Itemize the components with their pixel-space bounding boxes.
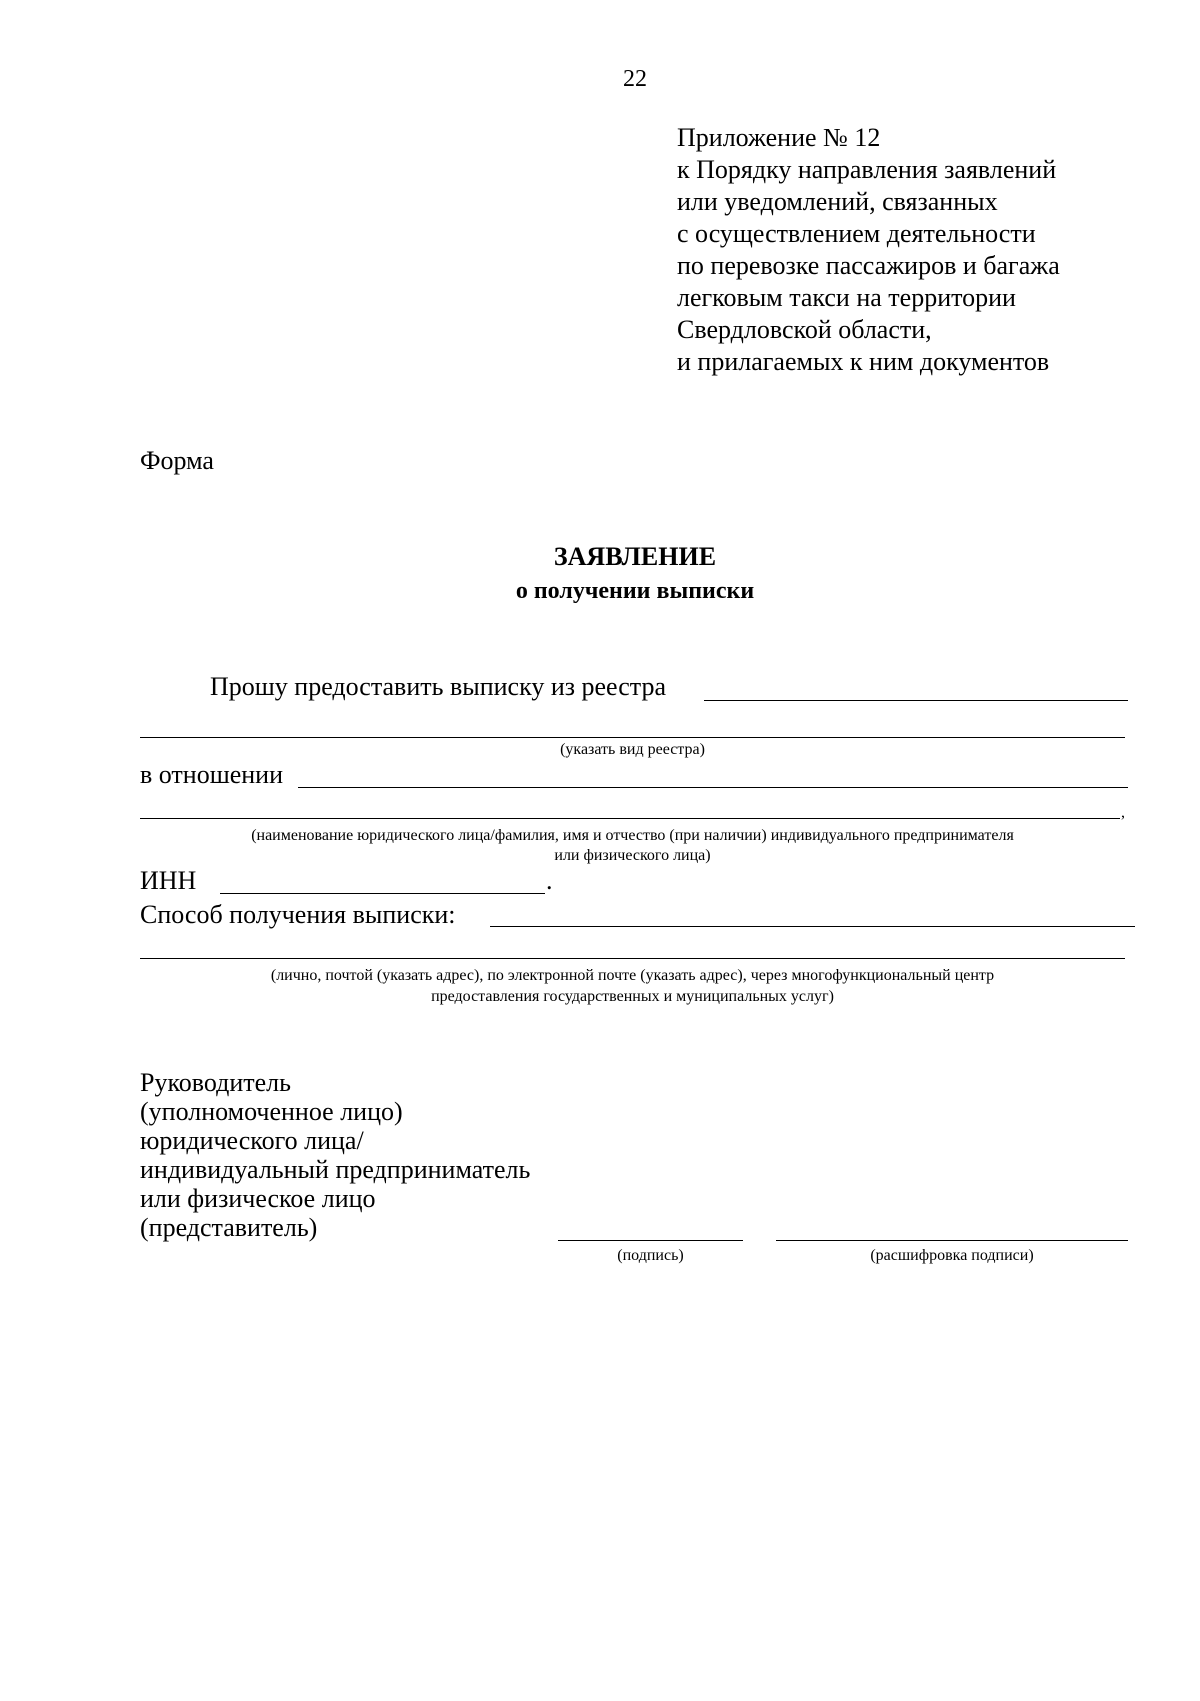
- registry-field[interactable]: [704, 700, 1128, 701]
- document-title: ЗАЯВЛЕНИЕ: [553, 542, 717, 571]
- regarding-field-continuation[interactable]: [140, 818, 1120, 819]
- signature-decoding-field[interactable]: [776, 1240, 1128, 1241]
- appendix-line: или уведомлений, связанных: [677, 187, 998, 216]
- form-label: Форма: [140, 446, 214, 475]
- appendix-line: и прилагаемых к ним документов: [677, 347, 1050, 376]
- appendix-line: легковым такси на территории: [677, 283, 1016, 312]
- method-hint-line1: (лично, почтой (указать адрес), по электронной почте (указать адрес), через многофункциональный центр: [270, 967, 995, 984]
- method-field-continuation[interactable]: [140, 958, 1125, 959]
- page-number: 22: [623, 66, 647, 92]
- appendix-line: с осуществлением деятельности: [677, 219, 1036, 248]
- signature-decoding-hint: (расшифровка подписи): [870, 1247, 1034, 1264]
- signer-line: или физическое лицо: [140, 1184, 376, 1213]
- method-label: Способ получения выписки:: [140, 900, 456, 929]
- signature-hint: (подпись): [617, 1247, 684, 1264]
- inn-field[interactable]: [220, 893, 545, 894]
- registry-field-continuation[interactable]: [140, 737, 1125, 738]
- registry-hint: (указать вид реестра): [560, 741, 705, 758]
- appendix-line: Приложение № 12: [677, 123, 881, 152]
- regarding-field[interactable]: [298, 787, 1128, 788]
- signer-line: (представитель): [140, 1213, 318, 1242]
- appendix-line: к Порядку направления заявлений: [677, 155, 1057, 184]
- appendix-line: по перевозке пассажиров и багажа: [677, 251, 1060, 280]
- appendix-block: [677, 122, 1060, 378]
- signer-line: индивидуальный предприниматель: [140, 1155, 531, 1184]
- signer-line: юридического лица/: [140, 1126, 364, 1155]
- signer-line: Руководитель: [140, 1068, 291, 1097]
- signer-line: (уполномоченное лицо): [140, 1097, 403, 1126]
- method-hint-line2: предоставления государственных и муниципальных услуг): [431, 988, 834, 1005]
- signature-field[interactable]: [558, 1240, 743, 1241]
- signer-block: [140, 1068, 530, 1242]
- regarding-comma: ,: [1121, 804, 1125, 821]
- inn-label: ИНН: [140, 866, 197, 895]
- regarding-label: в отношении: [140, 760, 284, 789]
- inn-period: .: [546, 866, 553, 895]
- regarding-hint-line1: (наименование юридического лица/фамилия, имя и отчество (при наличии) индивидуального предпринимателя: [251, 827, 1014, 844]
- regarding-hint-line2: или физического лица): [554, 847, 711, 864]
- method-field[interactable]: [490, 926, 1135, 927]
- document-subtitle: о получении выписки: [515, 578, 755, 604]
- request-lead: Прошу предоставить выписку из реестра: [210, 672, 667, 701]
- appendix-line: Свердловской области,: [677, 315, 932, 344]
